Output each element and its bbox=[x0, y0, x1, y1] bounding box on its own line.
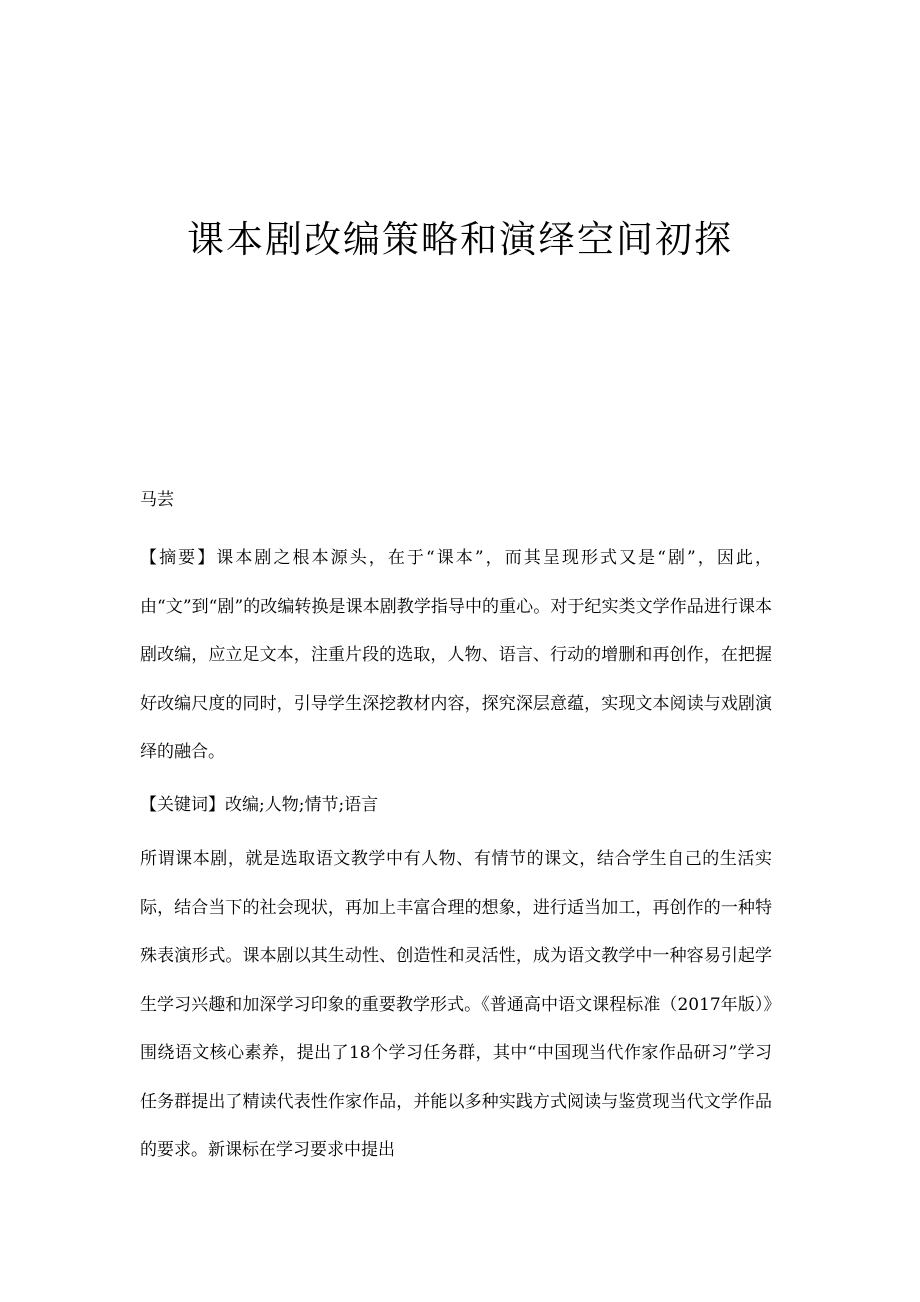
document-title: 课本剧改编策略和演绎空间初探 bbox=[187, 218, 733, 261]
author-name: 马芸 bbox=[140, 490, 174, 510]
abstract-paragraph: 【摘要】课本剧之根本源头，在于“课本”，而其呈现形式又是“剧”，因此，由“文”到“剧”的改编转换是课本剧教学指导中的重心。对于纪实类文学作品进行课本剧改编，应立足文本，注重片段的选取，人物、语言、行动的增删和再创作，在把握好改编尺度的同时，引导学生深挖教材内容，探究深层意蕴，实现文本阅读与戏剧演绎的融合。 bbox=[140, 548, 772, 762]
body-paragraph: 所谓课本剧，就是选取语文教学中有人物、有情节的课文，结合学生自己的生活实际，结合当下的社会现状，再加上丰富合理的想象，进行适当加工，再创作的一种特殊表演形式。课本剧以其生动性、创造性和灵活性，成为语文教学中一种容易引起学生学习兴趣和加深学习印象的重要教学形式。《普通高中语文课程标准（2017年版）》围绕语文核心素养，提出了18个学习任务群，其中“中国现当代作家作品研习”学习任务群提出了精读代表性作家作品，并能以多种实践方式阅读与鉴赏现当代文学作品的要求。新课标在学习要求中提出 bbox=[140, 849, 772, 1160]
keywords-line: 【关键词】改编;人物;情节;语言 bbox=[140, 795, 379, 815]
